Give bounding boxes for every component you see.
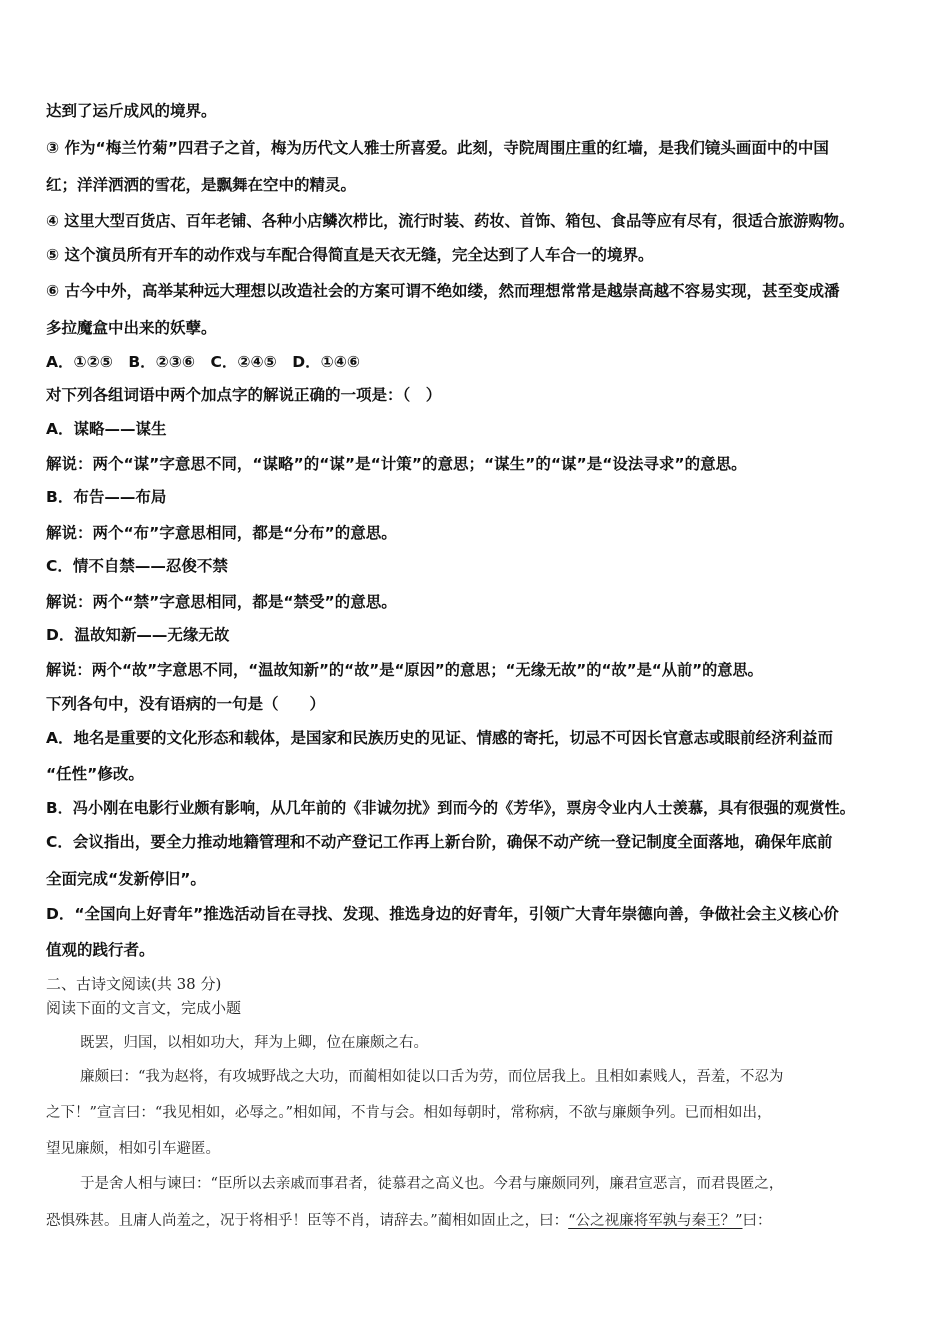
text-line: 多拉魔盒中出来的妖孽。 [46, 319, 217, 337]
text-line: 红；洋洋洒洒的雪花，是飘舞在空中的精灵。 [46, 176, 357, 194]
text-line: ⑤ 这个演员所有开车的动作戏与车配合得简直是天衣无缝，完全达到了人车合一的境界。 [46, 246, 654, 264]
passage-line: 廉颇曰：“我为赵将，有攻城野战之大功，而蔺相如徒以口舌为劳，而位居我上。且相如素贱人，吾羞，不忍为 [80, 1069, 784, 1085]
passage-text: 曰： [742, 1213, 772, 1229]
explanation-b: 解说：两个“布”字意思相同，都是“分布”的意思。 [46, 524, 397, 542]
passage-line: 之下！”宣言曰：“我见相如，必辱之。”相如闻，不肯与会。相如每朝时，常称病，不欲与廉颇争列。已而相如出， [46, 1105, 772, 1121]
underlined-sentence: “公之视廉将军孰与秦王？” [568, 1213, 743, 1229]
section-instruction: 阅读下面的文言文，完成小题 [46, 999, 242, 1017]
explanation-d: 解说：两个“故”字意思不同，“温故知新”的“故”是“原因”的意思；“无缘无故”的“故”是“从前”的意思。 [46, 661, 763, 679]
question-stem: 下列各句中，没有语病的一句是（ ） [46, 695, 326, 713]
option-c: C．会议指出，要全力推动地籍管理和不动产登记工作再上新台阶，确保不动产统一登记制度全面落地，确保年底前 [46, 833, 833, 851]
option-d: D．“全国向上好青年”推选活动旨在寻找、发现、推选身边的好青年，引领广大青年崇德向善，争做社会主义核心价 [46, 905, 839, 923]
option-d: D．温故知新——无缘无故 [46, 626, 230, 644]
question-stem: 对下列各组词语中两个加点字的解说正确的一项是：（ ） [46, 386, 442, 404]
passage-line [46, 1211, 772, 1231]
option-a: A．地名是重要的文化形态和载体，是国家和民族历史的见证、情感的寄托，切忌不可因长官意志或眼前经济利益而 [46, 729, 833, 747]
text-line: “任性”修改。 [46, 765, 144, 783]
text-line: ④ 这里大型百货店、百年老铺、各种小店鳞次栉比，流行时装、药妆、首饰、箱包、食品等应有尽有，很适合旅游购物。 [46, 212, 854, 230]
passage-line: 既罢，归国，以相如功大，拜为上卿，位在廉颇之右。 [80, 1035, 428, 1051]
text-line: 全面完成“发新停旧”。 [46, 870, 206, 888]
answer-options: A．①②⑤ B．②③⑥ C．②④⑤ D．①④⑥ [46, 353, 361, 371]
passage-text: 恐惧殊甚。且庸人尚羞之，况于将相乎！臣等不肖，请辞去。”蔺相如固止之，曰： [46, 1213, 569, 1229]
explanation-a: 解说：两个“谋”字意思不同，“谋略”的“谋”是“计策”的意思；“谋生”的“谋”是“设法寻求”的意思。 [46, 455, 747, 473]
passage-line: 望见廉颇，相如引车避匿。 [46, 1141, 220, 1157]
explanation-c: 解说：两个“禁”字意思相同，都是“禁受”的意思。 [46, 593, 397, 611]
text-line: ③ 作为“梅兰竹菊”四君子之首，梅为历代文人雅士所喜爱。此刻，寺院周围庄重的红墙，是我们镜头画面中的中国 [46, 139, 829, 157]
passage-line: 于是舍人相与谏曰：“臣所以去亲戚而事君者，徒慕君之高义也。今君与廉颇同列，廉君宣恶言，而君畏匿之， [80, 1176, 784, 1192]
section-heading: 二、古诗文阅读(共 38 分) [46, 975, 222, 993]
option-b: B．布告——布局 [46, 488, 167, 506]
text-line: 达到了运斤成风的境界。 [46, 102, 217, 120]
text-line: 值观的践行者。 [46, 941, 155, 959]
option-c: C．情不自禁——忍俊不禁 [46, 557, 228, 575]
option-b: B．冯小刚在电影行业颇有影响，从几年前的《非诚勿扰》到而今的《芳华》，票房令业内人士羡慕，具有很强的观赏性。 [46, 799, 855, 817]
option-a: A．谋略——谋生 [46, 420, 167, 438]
text-line: ⑥ 古今中外，高举某种远大理想以改造社会的方案可谓不绝如缕，然而理想常常是越崇高越不容易实现，甚至变成潘 [46, 282, 840, 300]
